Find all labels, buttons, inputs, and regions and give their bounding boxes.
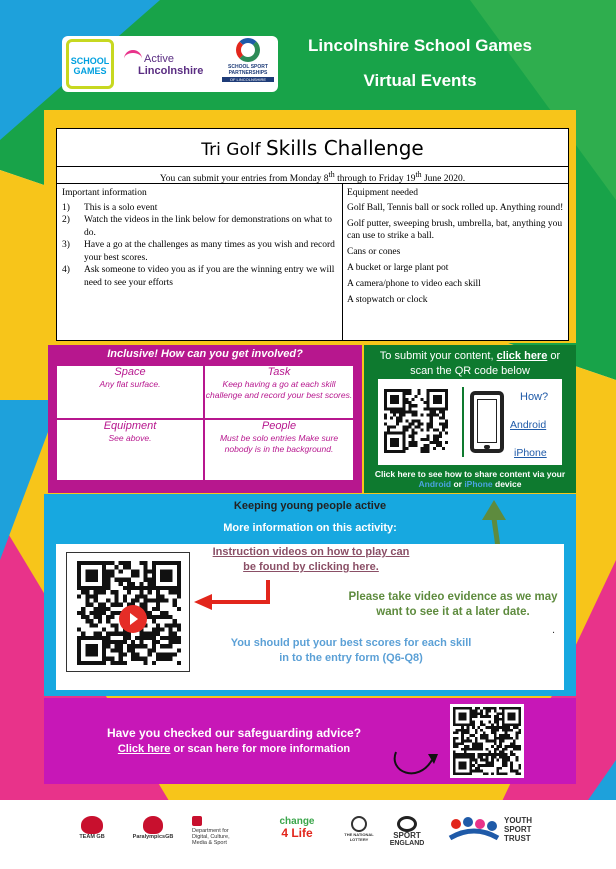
active-lincolnshire-logo: Active Lincolnshire <box>124 50 214 84</box>
important-information: Important information 1) This is a solo event 2) Watch the videos in the link below for demonstrations on what to do. 3) Have a go at the challenges as many times as you wish and record your best scores. 4) Ask someone to video you as if you are the winning entry we will need to see your efforts <box>57 184 343 340</box>
step-cell-task: Task Keep having a go at each skill challenge and record your best scores. <box>204 365 354 419</box>
safeguarding-qr-code[interactable] <box>453 707 521 775</box>
submit-box <box>364 345 576 493</box>
youth-sport-trust-figures <box>448 816 500 855</box>
paralympics-gb-logo: ParalympicsGB <box>130 816 176 840</box>
video-evidence-note: Please take video evidence as we may want to see it at a later date. <box>348 591 558 618</box>
list-item: A bucket or large plant pot <box>347 263 449 273</box>
share-content-link[interactable]: Click here to see how to share content via your Android or iPhone device <box>374 469 566 489</box>
school-sport-partnerships-logo: SCHOOL SPORT PARTNERSHIPS OF LINCOLNSHIRE <box>222 38 274 90</box>
page-title: Lincolnshire School Games <box>308 36 532 55</box>
change4life-logo: change 4 Life <box>279 816 315 840</box>
entry-dates: You can submit your entries from Monday 8th through to Friday 19th June 2020. <box>57 167 568 184</box>
page-subtitle: Virtual Events <box>363 71 477 90</box>
list-item: A stopwatch or clock <box>347 295 428 305</box>
equipment-needed: Equipment needed Golf Ball, Tennis ball or sock rolled up. Anything round! Golf putter, sweeping brush, umbrella, bat, anything you can use to strike a ball. Cans or cones A bucket or large plant pot A camera/phone to video each skill A stopwatch or clock <box>347 188 564 305</box>
video-qr-frame[interactable] <box>66 552 190 672</box>
safeguarding-qr-frame[interactable] <box>450 704 524 778</box>
keeping-active-heading: Keeping young people active <box>233 500 387 512</box>
phone-icon <box>470 391 504 453</box>
step-cell-people: People Must be solo entries Make sure nobody is in the background. <box>204 419 354 481</box>
submit-instructions: To submit your content, click here or scan the QR code below <box>379 350 561 377</box>
submit-qr-code[interactable] <box>384 389 448 453</box>
divider <box>462 387 464 457</box>
list-item: Golf Ball, Tennis ball or sock rolled up. Anything round! <box>347 202 564 213</box>
info-table <box>56 128 569 341</box>
how-label: How? <box>520 391 549 403</box>
list-item: Cans or cones <box>347 247 401 257</box>
safeguarding-link-line: Click here or scan here for more information <box>117 743 351 755</box>
instruction-videos-link[interactable]: Instruction videos on how to play can be found by clicking here. <box>212 546 410 573</box>
safeguarding-section <box>44 698 576 784</box>
more-info-heading: More information on this activity: <box>223 522 397 534</box>
best-scores-note: You should put your best scores for each skill in to the entry form (Q6-Q8) <box>230 637 472 664</box>
list-item: 3) Have a go at the challenges as many times as you wish and record your best scores. <box>62 240 335 263</box>
android-link[interactable]: Android <box>510 419 547 431</box>
list-item: A camera/phone to video each skill <box>347 279 481 289</box>
header-logo-strip <box>62 36 278 92</box>
list-item: Golf putter, sweeping brush, umbrella, bat, anything you can use to strike a ball. <box>347 218 563 241</box>
list-item: 1) This is a solo event <box>62 202 158 213</box>
national-lottery-logo: THE NATIONAL LOTTERY <box>342 816 376 842</box>
step-cell-equipment: Equipment See above. <box>56 419 204 481</box>
submit-qr-card <box>378 379 562 465</box>
school-games-logo: SCHOOL GAMES <box>66 39 114 89</box>
team-gb-logo: TEAM GB <box>74 816 110 840</box>
inclusive-title: Inclusive! How can you get involved? <box>107 348 303 360</box>
safeguarding-question: Have you checked our safeguarding advice? <box>106 726 362 740</box>
submit-click-here-link[interactable]: click here <box>496 350 548 362</box>
safeguarding-click-here-link[interactable]: Click here <box>117 743 171 755</box>
dcms-logo: Department for Digital, Culture, Media & Sport <box>192 816 252 846</box>
iphone-link[interactable]: iPhone <box>514 447 547 459</box>
youth-sport-trust-logo: YOUTH SPORT TRUST <box>504 816 532 843</box>
activity-section <box>44 494 576 696</box>
youtube-play-icon <box>119 605 147 633</box>
sport-england-logo: SPORT ENGLAND <box>384 816 430 848</box>
left-arrow-icon <box>190 580 274 616</box>
inclusive-box <box>48 345 362 493</box>
event-title: Tri Golf Skills Challenge <box>57 129 568 167</box>
step-cell-space: Space Any flat surface. <box>56 365 204 419</box>
curved-arrow-icon <box>388 742 444 782</box>
list-item: 4) Ask someone to video you as if you are the winning entry we will need to see your efforts <box>62 265 335 288</box>
activity-panel: Instruction videos on how to play can be found by clicking here. Please take video evidence as we may want to see it at a later date. . You should put your best scores for each skill in to the entry form (Q6-Q8) <box>56 544 564 690</box>
list-item: 2) Watch the videos in the link below for demonstrations on what to do. <box>62 215 333 238</box>
